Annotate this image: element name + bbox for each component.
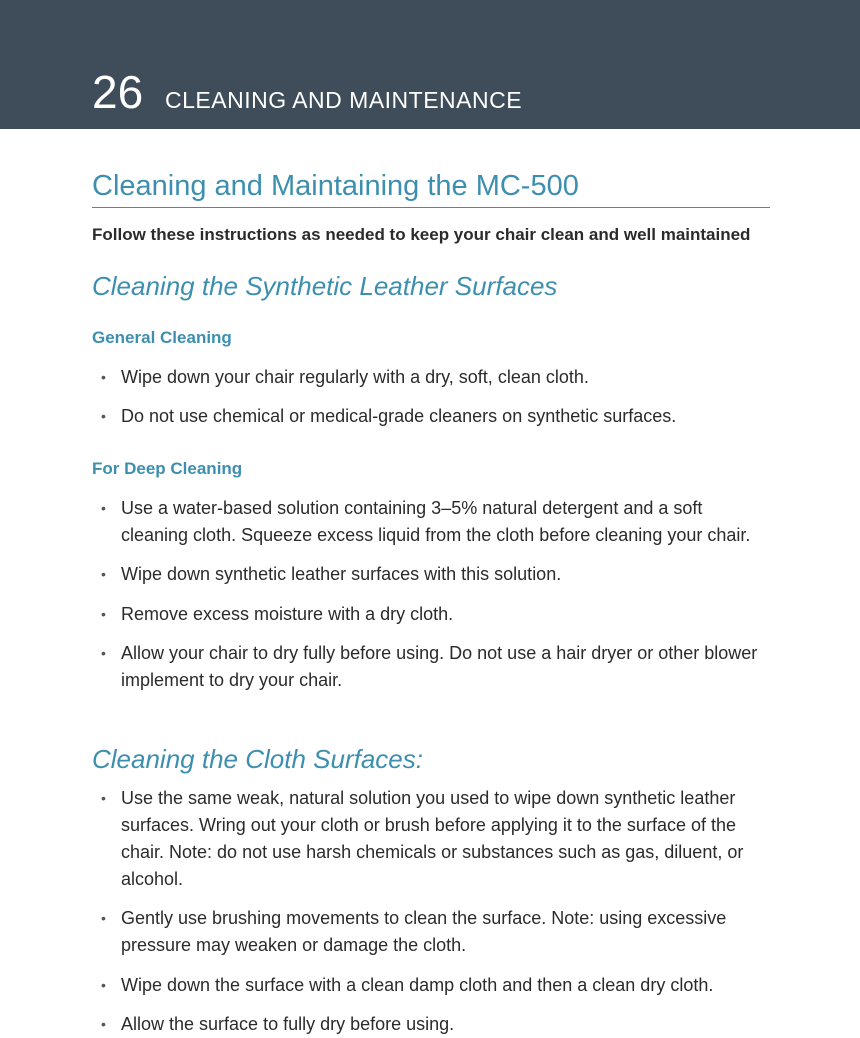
list-item: • Gently use brushing movements to clean the surface. Note: using excessive pressure may weaken or damage the cloth. <box>92 905 772 959</box>
intro-text: Follow these instructions as needed to keep your chair clean and well maintained <box>92 225 751 244</box>
list-item: • Allow the surface to fully dry before using. <box>92 1011 772 1038</box>
deep-cleaning-heading: For Deep Cleaning <box>92 459 243 478</box>
bullet-icon: • <box>101 606 106 622</box>
bullet-icon: • <box>101 408 106 424</box>
cloth-list <box>92 785 772 1038</box>
list-item: • Use the same weak, natural solution you used to wipe down synthetic leather surfaces. Wring out your cloth or brush before applying it to the surface of the chair. Note: do not use harsh chemicals or substances such as gas, diluent, or alcohol. <box>92 785 772 893</box>
page-header <box>0 0 860 129</box>
general-cleaning-list <box>92 364 772 430</box>
list-item: • Remove excess moisture with a dry cloth. <box>92 601 772 628</box>
bullet-icon: • <box>101 1016 106 1032</box>
title-divider <box>92 207 770 208</box>
list-item: • Allow your chair to dry fully before using. Do not use a hair dryer or other blower implement to dry your chair. <box>92 640 772 694</box>
general-cleaning-heading: General Cleaning <box>92 328 232 347</box>
leather-heading: Cleaning the Synthetic Leather Surfaces <box>92 271 558 301</box>
deep-cleaning-list <box>92 495 772 694</box>
bullet-icon: • <box>101 790 106 806</box>
list-item: • Wipe down the surface with a clean damp cloth and then a clean dry cloth. <box>92 972 772 999</box>
bullet-icon: • <box>101 369 106 385</box>
bullet-icon: • <box>101 566 106 582</box>
page-number: 26 <box>92 66 144 118</box>
bullet-icon: • <box>101 500 106 516</box>
page-title: Cleaning and Maintaining the MC-500 <box>92 170 579 202</box>
bullet-icon: • <box>101 910 106 926</box>
list-item: • Do not use chemical or medical-grade cleaners on synthetic surfaces. <box>92 403 772 430</box>
bullet-icon: • <box>101 645 106 661</box>
section-title: CLEANING AND MAINTENANCE <box>165 87 523 113</box>
list-item: • Wipe down your chair regularly with a dry, soft, clean cloth. <box>92 364 772 391</box>
list-item: • Wipe down synthetic leather surfaces with this solution. <box>92 561 772 588</box>
bullet-icon: • <box>101 977 106 993</box>
list-item: • Use a water-based solution containing 3–5% natural detergent and a soft cleaning cloth. Squeeze excess liquid from the cloth before cleaning your chair. <box>92 495 772 549</box>
cloth-heading: Cleaning the Cloth Surfaces: <box>92 744 423 774</box>
